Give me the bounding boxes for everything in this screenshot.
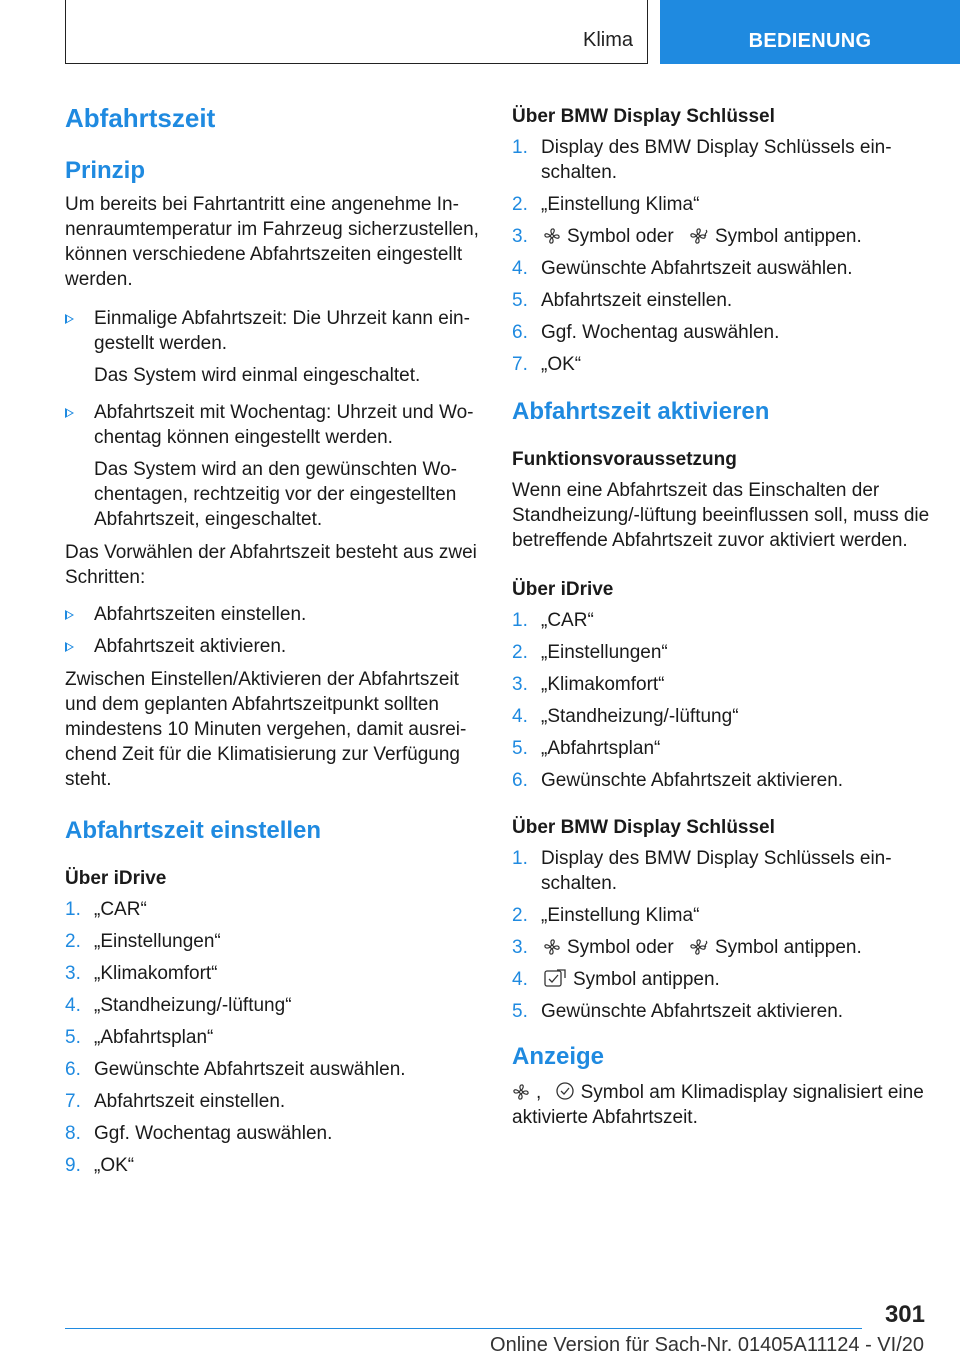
header-chapter-title: BEDIENUNG bbox=[748, 30, 872, 52]
header-chapter-box bbox=[660, 0, 960, 64]
fan-icon bbox=[543, 938, 561, 956]
left-column bbox=[65, 100, 480, 1185]
key1-steps bbox=[512, 135, 932, 377]
list-item: Einmalige Abfahrtszeit: Die Uhrzeit kann eingestellt werden. Das System wird einmal eingeschaltet. bbox=[65, 306, 480, 388]
key2-steps bbox=[512, 846, 932, 1024]
section-einstellen-heading: Abfahrtszeit einstellen bbox=[65, 817, 322, 844]
timing-note: Zwischen Einstellen/Aktivieren der Abfahrtszeit und dem geplanten Abfahrtszeitpunkt sollten mindestens 10 Minuten vergehen, damit ausreichend Zeit für die Klimatisierung zur Verfügung steht. bbox=[65, 669, 467, 790]
fan-icon bbox=[543, 227, 561, 245]
header-section-box bbox=[65, 0, 648, 64]
section-prinzip-heading: Prinzip bbox=[65, 157, 146, 184]
right-column bbox=[512, 104, 932, 1130]
triangle-bullet-icon bbox=[65, 642, 74, 652]
footer-version: Online Version für Sach-Nr. 01405A11124 - VI/20 bbox=[490, 1334, 924, 1356]
fan-heat-icon bbox=[689, 938, 709, 956]
page-number: 301 bbox=[884, 1301, 925, 1328]
list-item: 6. Gewünschte Abfahrtszeit aktivieren. bbox=[512, 770, 844, 791]
list-item: 2. „Einstellung Klima“ bbox=[512, 194, 700, 215]
list-item: 1. „CAR“ bbox=[65, 899, 147, 920]
list-item: Abfahrtszeiten einstellen. bbox=[65, 602, 480, 627]
section-anzeige-heading: Anzeige bbox=[512, 1043, 605, 1070]
prinzip-bullets bbox=[65, 306, 480, 532]
triangle-bullet-icon bbox=[65, 408, 74, 418]
header-section-title: Klima bbox=[582, 29, 633, 51]
list-item: 5. „Abfahrtsplan“ bbox=[65, 1027, 214, 1048]
check-tile-icon bbox=[543, 968, 567, 988]
key2-heading: Über BMW Display Schlüssel bbox=[512, 817, 775, 838]
func-text: Wenn eine Abfahrtszeit das Einschalten der Standheizung/-lüftung beeinflussen soll, muss die betreffende Abfahrtszeit zuvor aktiviert werden. bbox=[512, 480, 930, 551]
list-item: 3. „Klimakomfort“ bbox=[65, 963, 218, 984]
list-item: Abfahrtszeit mit Wochentag: Uhrzeit und Wochentag können eingestellt werden. Das System wird an den gewünschten Wochentagen, rechtzeitig vor der eingestellten Abfahrtszeit, eingeschaltet. bbox=[65, 400, 480, 532]
list-item: 6. Gewünschte Abfahrtszeit auswählen. bbox=[65, 1059, 406, 1080]
clock-check-icon bbox=[555, 1081, 575, 1101]
list-item: 1. „CAR“ bbox=[512, 610, 594, 631]
list-item: 1. Display des BMW Display Schlüssels einschalten. bbox=[512, 137, 892, 183]
list-item: 9. „OK“ bbox=[65, 1155, 135, 1176]
aktivieren-idrive-heading: Über iDrive bbox=[512, 579, 614, 600]
section-aktivieren-heading: Abfahrtszeit aktivieren bbox=[512, 398, 770, 425]
func-heading: Funktionsvoraussetzung bbox=[512, 449, 737, 470]
list-item: 3. Symbol oder Symbol antippen. bbox=[512, 226, 862, 247]
triangle-bullet-icon bbox=[65, 610, 74, 620]
einstellen-idrive-heading: Über iDrive bbox=[65, 868, 167, 889]
list-item: 6. Ggf. Wochentag auswählen. bbox=[512, 322, 780, 343]
list-item: Abfahrtszeit aktivieren. bbox=[65, 634, 480, 659]
list-item: 7. „OK“ bbox=[512, 354, 582, 375]
list-item: 5. Abfahrtszeit einstellen. bbox=[512, 290, 733, 311]
key1-heading: Über BMW Display Schlüssel bbox=[512, 106, 775, 127]
footer-divider bbox=[65, 1328, 862, 1329]
list-item: 4. „Standheizung/-lüftung“ bbox=[65, 995, 292, 1016]
list-item: 5. Gewünschte Abfahrtszeit aktivieren. bbox=[512, 1001, 844, 1022]
list-item: 4. „Standheizung/-lüftung“ bbox=[512, 706, 739, 727]
einstellen-idrive-steps bbox=[65, 897, 480, 1178]
list-item: 5. „Abfahrtsplan“ bbox=[512, 738, 661, 759]
list-item: 3. „Klimakomfort“ bbox=[512, 674, 665, 695]
list-item: 1. Display des BMW Display Schlüssels einschalten. bbox=[512, 848, 892, 894]
list-item: 2. „Einstellung Klima“ bbox=[512, 905, 700, 926]
list-item: 7. Abfahrtszeit einstellen. bbox=[65, 1091, 286, 1112]
page-title: Abfahrtszeit bbox=[65, 103, 216, 133]
list-item: 2. „Einstellungen“ bbox=[512, 642, 668, 663]
prinzip-intro: Um bereits bei Fahrtantritt eine angenehme Innenraumtemperatur im Fahrzeug sicherzustellen, können verschiedene Abfahrtszeiten eingestellt werden. bbox=[65, 194, 479, 290]
list-item: 4. Symbol antippen. bbox=[512, 969, 720, 990]
fan-heat-icon bbox=[689, 227, 709, 245]
fan-icon bbox=[512, 1083, 530, 1101]
anzeige-text: , Symbol am Klimadisplay signalisiert eine aktivierte Abfahrtszeit. bbox=[512, 1082, 924, 1128]
list-item: 8. Ggf. Wochentag auswählen. bbox=[65, 1123, 333, 1144]
aktivieren-idrive-steps bbox=[512, 608, 932, 793]
steps-intro: Das Vorwählen der Abfahrtszeit besteht aus zwei Schritten: bbox=[65, 542, 477, 588]
triangle-bullet-icon bbox=[65, 314, 74, 324]
steps-bullets bbox=[65, 602, 480, 659]
list-item: 2. „Einstellungen“ bbox=[65, 931, 221, 952]
list-item: 3. Symbol oder Symbol antippen. bbox=[512, 937, 862, 958]
list-item: 4. Gewünschte Abfahrtszeit auswählen. bbox=[512, 258, 853, 279]
